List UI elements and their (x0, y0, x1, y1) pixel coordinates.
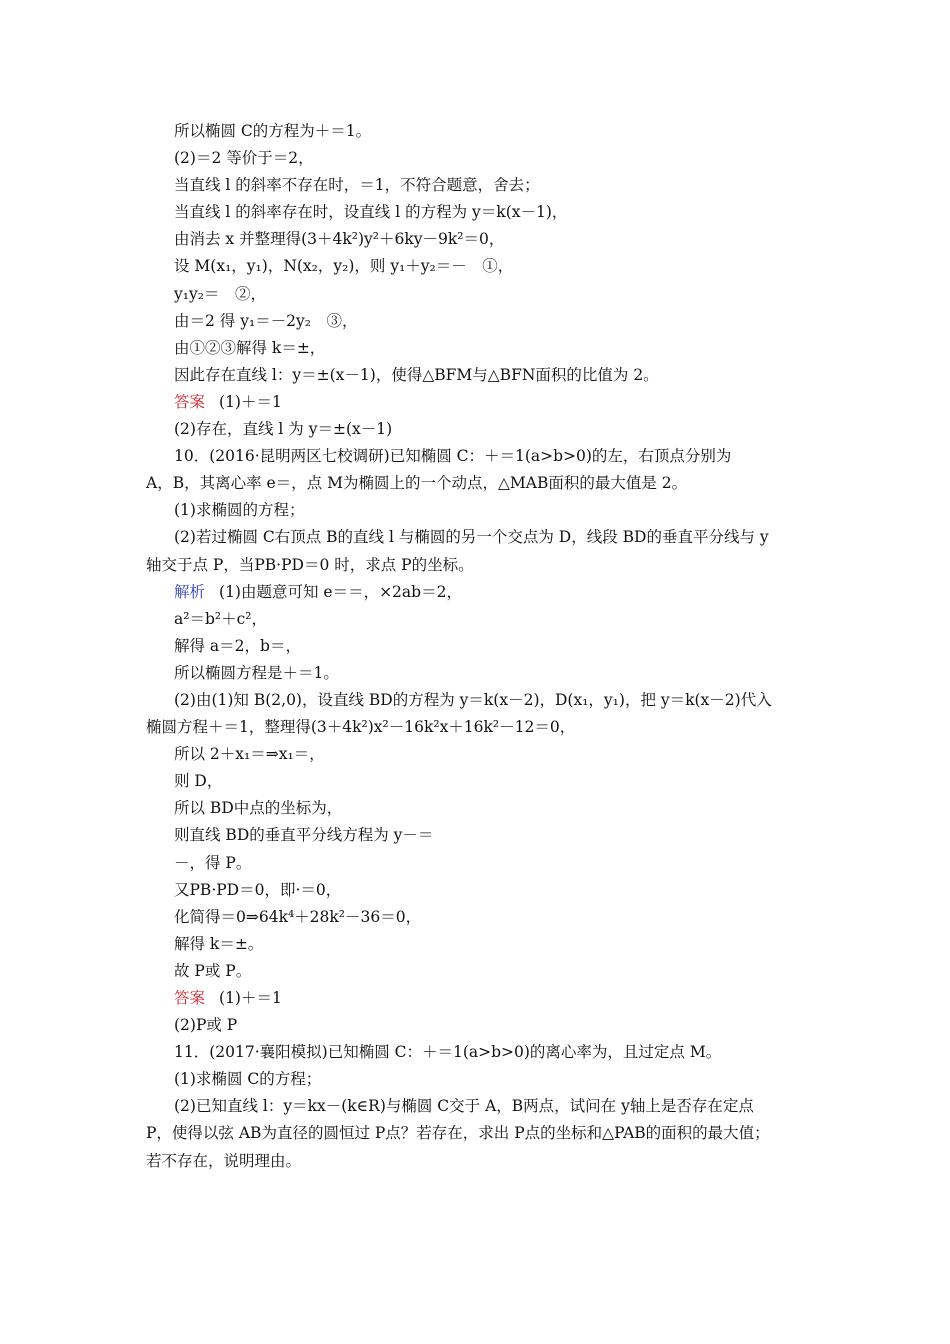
text-line: 故 P或 P。 (174, 961, 252, 980)
text-line: y₁y₂＝ ②， (174, 284, 266, 303)
text-line: 解得 a＝2，b＝， (174, 636, 301, 655)
analysis-text: (1)由题意可知 e＝＝，×2ab＝2， (219, 582, 462, 601)
analysis-label: 解析 (174, 582, 206, 601)
text-line: 因此存在直线 l：y＝±(x－1)，使得△BFM与△BFN面积的比值为 2。 (174, 365, 659, 384)
text-line: 由①②③解得 k＝±， (174, 338, 326, 357)
text-line: 由消去 x 并整理得(3＋4k²)y²＋6ky－9k²＝0， (174, 230, 505, 249)
answer-line (146, 985, 810, 1012)
text-line: (2)P或 P (174, 1016, 238, 1035)
text-line: 所以椭圆方程是＋＝1。 (174, 663, 339, 682)
question-line: 11．(2017·襄阳模拟)已知椭圆 C：＋＝1(a>b>0)的离心率为，且过定点 M。 (174, 1043, 722, 1062)
answer-text: (1)＋＝1 (219, 989, 282, 1007)
text-line: 若不存在，说明理由。 (146, 1151, 302, 1170)
analysis-line (146, 579, 810, 606)
text-line: 由＝2 得 y₁＝－2y₂ ③， (174, 311, 358, 330)
question-line: 10．(2016·昆明两区七校调研)已知椭圆 C：＋＝1(a>b>0)的左，右顶点分别为 (174, 447, 732, 466)
text-line: 又PB·PD＝0，即·＝0， (174, 880, 342, 899)
text-line: 则 D， (174, 772, 223, 791)
text-line: 轴交于点 P，当PB·PD＝0 时，求点 P的坐标。 (146, 555, 474, 574)
answer-label: 答案 (174, 989, 206, 1007)
text-line: 当直线 l 的斜率存在时，设直线 l 的方程为 y＝k(x－1)， (174, 203, 568, 222)
text-line: (1)求椭圆 C的方程； (174, 1070, 322, 1089)
answer-label: 答案 (174, 392, 206, 411)
solution-text (146, 118, 810, 1175)
text-line: 椭圆方程＋＝1，整理得(3＋4k²)x²－16k²x＋16k²－12＝0， (146, 718, 576, 737)
text-line: 则直线 BD的垂直平分线方程为 y－＝ (174, 826, 434, 845)
text-line: (2)由(1)知 B(2,0)，设直线 BD的方程为 y＝k(x－2)，D(x₁，y₁)，把 y＝k(x－2)代入 (174, 690, 772, 709)
text-line: 化简得＝0⇒64k⁴＋28k²－36＝0， (174, 907, 422, 926)
text-line: 所以 BD中点的坐标为， (174, 799, 343, 818)
answer-text: (1)＋＝1 (219, 392, 282, 411)
text-line: －，得 P。 (174, 853, 252, 872)
answer-line (146, 389, 810, 416)
text-line: 所以椭圆 C的方程为＋＝1。 (174, 122, 372, 140)
text-line: 解得 k＝±。 (174, 934, 264, 953)
text-line: (2)已知直线 l：y＝kx－(k∈R)与椭圆 C交于 A，B两点，试问在 y轴上是否存在定点 (174, 1097, 754, 1116)
text-line: a²＝b²＋c²， (174, 609, 267, 628)
text-line: (2)存在，直线 l 为 y＝±(x－1) (174, 420, 393, 439)
text-line: 所以 2＋x₁＝⇒x₁＝， (174, 745, 325, 764)
question-line: A，B，其离心率 e＝，点 M为椭圆上的一个动点，△MAB面积的最大值是 2。 (146, 474, 688, 493)
text-line: P，使得以弦 AB为直径的圆恒过 P点？若存在，求出 P点的坐标和△PAB的面积的最大值； (146, 1124, 770, 1143)
text-line: (2)若过椭圆 C右顶点 B的直线 l 与椭圆的另一个交点为 D，线段 BD的垂直平分线与 y (174, 528, 769, 547)
text-line: (1)求椭圆的方程； (174, 501, 305, 520)
text-line: 当直线 l 的斜率不存在时，＝1，不符合题意，舍去； (174, 176, 540, 195)
text-line: (2)＝2 等价于＝2， (174, 149, 314, 168)
text-line: 设 M(x₁，y₁)，N(x₂，y₂)，则 y₁＋y₂＝－ ①， (174, 257, 514, 276)
